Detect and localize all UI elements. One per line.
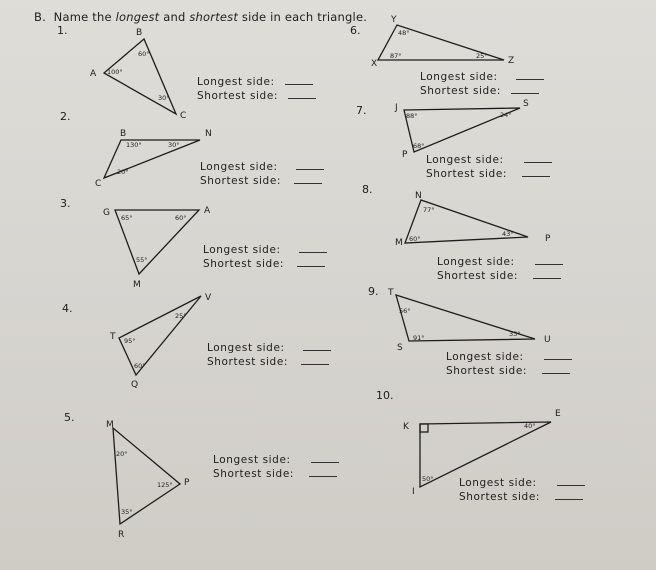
- angle-label: 20°: [116, 450, 128, 458]
- vertex-label: N: [415, 191, 422, 201]
- vertex-label: P: [545, 234, 551, 244]
- vertex-label: Z: [508, 56, 515, 66]
- vertex-label: X: [371, 59, 378, 69]
- angle-label: 25°: [476, 52, 488, 60]
- vertex-label: N: [205, 129, 212, 139]
- vertex-label: Y: [391, 15, 397, 25]
- emphasis-longest: longest: [115, 10, 160, 24]
- angle-label: 65°: [121, 214, 133, 222]
- answer-block-1: Longest side: Shortest side:: [197, 75, 316, 103]
- vertex-label: I: [412, 487, 415, 497]
- answer-block-6: Longest side: Shortest side:: [420, 70, 544, 98]
- vertex-label: S: [523, 99, 529, 109]
- angle-label: 87°: [390, 52, 402, 60]
- vertex-label: C: [95, 179, 102, 189]
- angle-label: 56°: [399, 307, 411, 315]
- angle-label: 95°: [124, 337, 136, 345]
- vertex-label: U: [544, 335, 551, 345]
- angle-label: 125°: [157, 481, 173, 489]
- angle-label: 60°: [138, 50, 150, 58]
- angle-label: 60°: [409, 235, 421, 243]
- angle-label: 48°: [398, 29, 410, 37]
- angle-label: 55°: [136, 256, 148, 264]
- problem-number-6: 6.: [350, 24, 361, 37]
- vertex-label: E: [555, 409, 561, 419]
- angle-label: 40°: [524, 422, 536, 430]
- angle-label: 88°: [406, 112, 418, 120]
- vertex-label: R: [118, 530, 125, 540]
- problem-number-4: 4.: [62, 302, 73, 315]
- angle-label: 33°: [509, 330, 521, 338]
- right-angle-mark: [420, 424, 428, 432]
- angle-label: 60°: [175, 214, 187, 222]
- instruction-heading: B. Name the longest and shortest side in each triangle.: [34, 10, 368, 24]
- angle-label: 68°: [413, 142, 425, 150]
- vertex-label: P: [184, 478, 190, 488]
- answer-block-3: Longest side: Shortest side:: [203, 243, 327, 271]
- answer-block-10: Longest side: Shortest side:: [459, 476, 585, 504]
- angle-label: 35°: [121, 508, 133, 516]
- answer-block-9: Longest side: Shortest side:: [446, 350, 572, 378]
- vertex-label: T: [388, 288, 394, 298]
- vertex-label: B: [120, 129, 127, 139]
- vertex-label: C: [180, 111, 187, 121]
- problem-number-3: 3.: [60, 197, 71, 210]
- vertex-label: M: [106, 420, 114, 430]
- angle-label: 91°: [413, 334, 425, 342]
- vertex-label: P: [402, 150, 408, 160]
- section-label: B.: [34, 10, 46, 24]
- angle-label: 100°: [107, 68, 123, 76]
- vertex-label: G: [103, 208, 110, 218]
- problem-number-9: 9.: [368, 285, 379, 298]
- problem-number-8: 8.: [362, 183, 373, 196]
- answer-block-2: Longest side: Shortest side:: [200, 160, 324, 188]
- angle-label: 50°: [422, 475, 434, 483]
- vertex-label: S: [397, 343, 403, 353]
- angle-label: 77°: [423, 206, 435, 214]
- answer-block-5: Longest side: Shortest side:: [213, 453, 339, 481]
- vertex-label: T: [110, 332, 116, 342]
- emphasis-shortest: shortest: [189, 10, 239, 24]
- vertex-label: Q: [131, 380, 139, 390]
- problem-number-2: 2.: [60, 110, 71, 123]
- angle-label: 43°: [502, 230, 514, 238]
- vertex-label: M: [133, 280, 141, 290]
- problem-number-1: 1.: [57, 24, 68, 37]
- answer-block-7: Longest side: Shortest side:: [426, 153, 552, 181]
- vertex-label: V: [205, 293, 212, 303]
- angle-label: 24°: [500, 111, 512, 119]
- angle-label: 20°: [117, 168, 129, 176]
- triangle-10: [420, 422, 551, 487]
- vertex-label: A: [90, 69, 97, 79]
- answer-block-8: Longest side: Shortest side:: [437, 255, 563, 283]
- angle-label: 25°: [175, 312, 187, 320]
- angle-label: 60°: [134, 362, 146, 370]
- vertex-label: A: [204, 206, 211, 216]
- angle-label: 130°: [126, 141, 142, 149]
- problem-number-5: 5.: [64, 411, 75, 424]
- vertex-label: M: [395, 238, 403, 248]
- angle-label: 30°: [158, 94, 170, 102]
- triangle-4: [119, 296, 201, 375]
- vertex-label: J: [395, 103, 398, 113]
- angle-label: 30°: [168, 141, 180, 149]
- answer-block-4: Longest side: Shortest side:: [207, 341, 331, 369]
- problem-number-7: 7.: [356, 104, 367, 117]
- vertex-label: B: [136, 28, 143, 38]
- problem-number-10: 10.: [376, 389, 394, 402]
- vertex-label: K: [403, 422, 409, 432]
